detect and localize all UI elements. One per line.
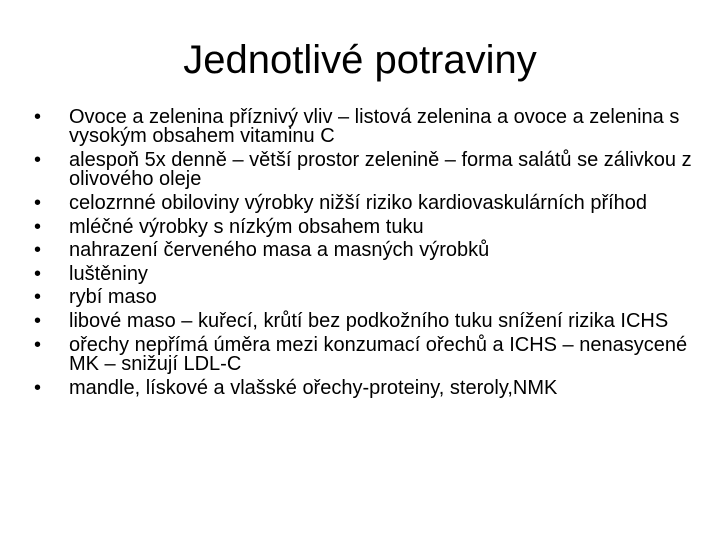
bullet-icon: • xyxy=(34,286,42,309)
bullet-item-9 xyxy=(34,333,694,375)
bullet-text: mléčné výrobky s nízkým obsahem tuku xyxy=(69,215,424,238)
bullet-item-10 xyxy=(34,376,694,399)
bullet-item-8 xyxy=(34,309,694,332)
bullet-text: mandle, lískové a vlašské ořechy-proteiny, steroly,NMK xyxy=(69,376,558,399)
slide-title: Jednotlivé potraviny xyxy=(183,38,537,82)
bullet-item-3 xyxy=(34,194,694,213)
bullet-icon: • xyxy=(34,215,42,238)
bullet-list xyxy=(34,108,694,402)
bullet-item-7 xyxy=(34,288,694,307)
bullet-icon: • xyxy=(34,149,42,171)
bullet-icon: • xyxy=(34,192,42,214)
bullet-icon: • xyxy=(34,239,42,262)
bullet-text: alespoň 5x denně – větší prostor zelenině – forma salátů se zálivkou z olivového oleje xyxy=(69,149,692,191)
bullet-item-6 xyxy=(34,262,694,285)
bullet-item-5 xyxy=(34,241,694,260)
bullet-item-4 xyxy=(34,215,694,238)
bullet-icon: • xyxy=(34,333,42,356)
bullet-text: nahrazení červeného masa a masných výrobků xyxy=(69,239,490,262)
bullet-item-2 xyxy=(34,151,694,190)
bullet-icon: • xyxy=(34,106,42,128)
bullet-icon: • xyxy=(34,262,42,285)
bullet-text: rybí maso xyxy=(69,286,157,309)
bullet-item-1 xyxy=(34,108,694,147)
bullet-text: ořechy nepřímá úměra mezi konzumací ořechů a ICHS – nenasycené MK – snižují LDL-C xyxy=(69,333,688,375)
bullet-icon: • xyxy=(34,309,42,332)
bullet-icon: • xyxy=(34,376,42,399)
bullet-text: Ovoce a zelenina příznivý vliv – listová zelenina a ovoce a zelenina s vysokým obsahem vitaminu C xyxy=(69,106,680,148)
bullet-text: celozrnné obiloviny výrobky nižší riziko kardiovaskulárních příhod xyxy=(69,192,648,214)
bullet-text: libové maso – kuřecí, krůtí bez podkožního tuku snížení rizika ICHS xyxy=(69,309,669,332)
bullet-text: luštěniny xyxy=(69,262,148,285)
